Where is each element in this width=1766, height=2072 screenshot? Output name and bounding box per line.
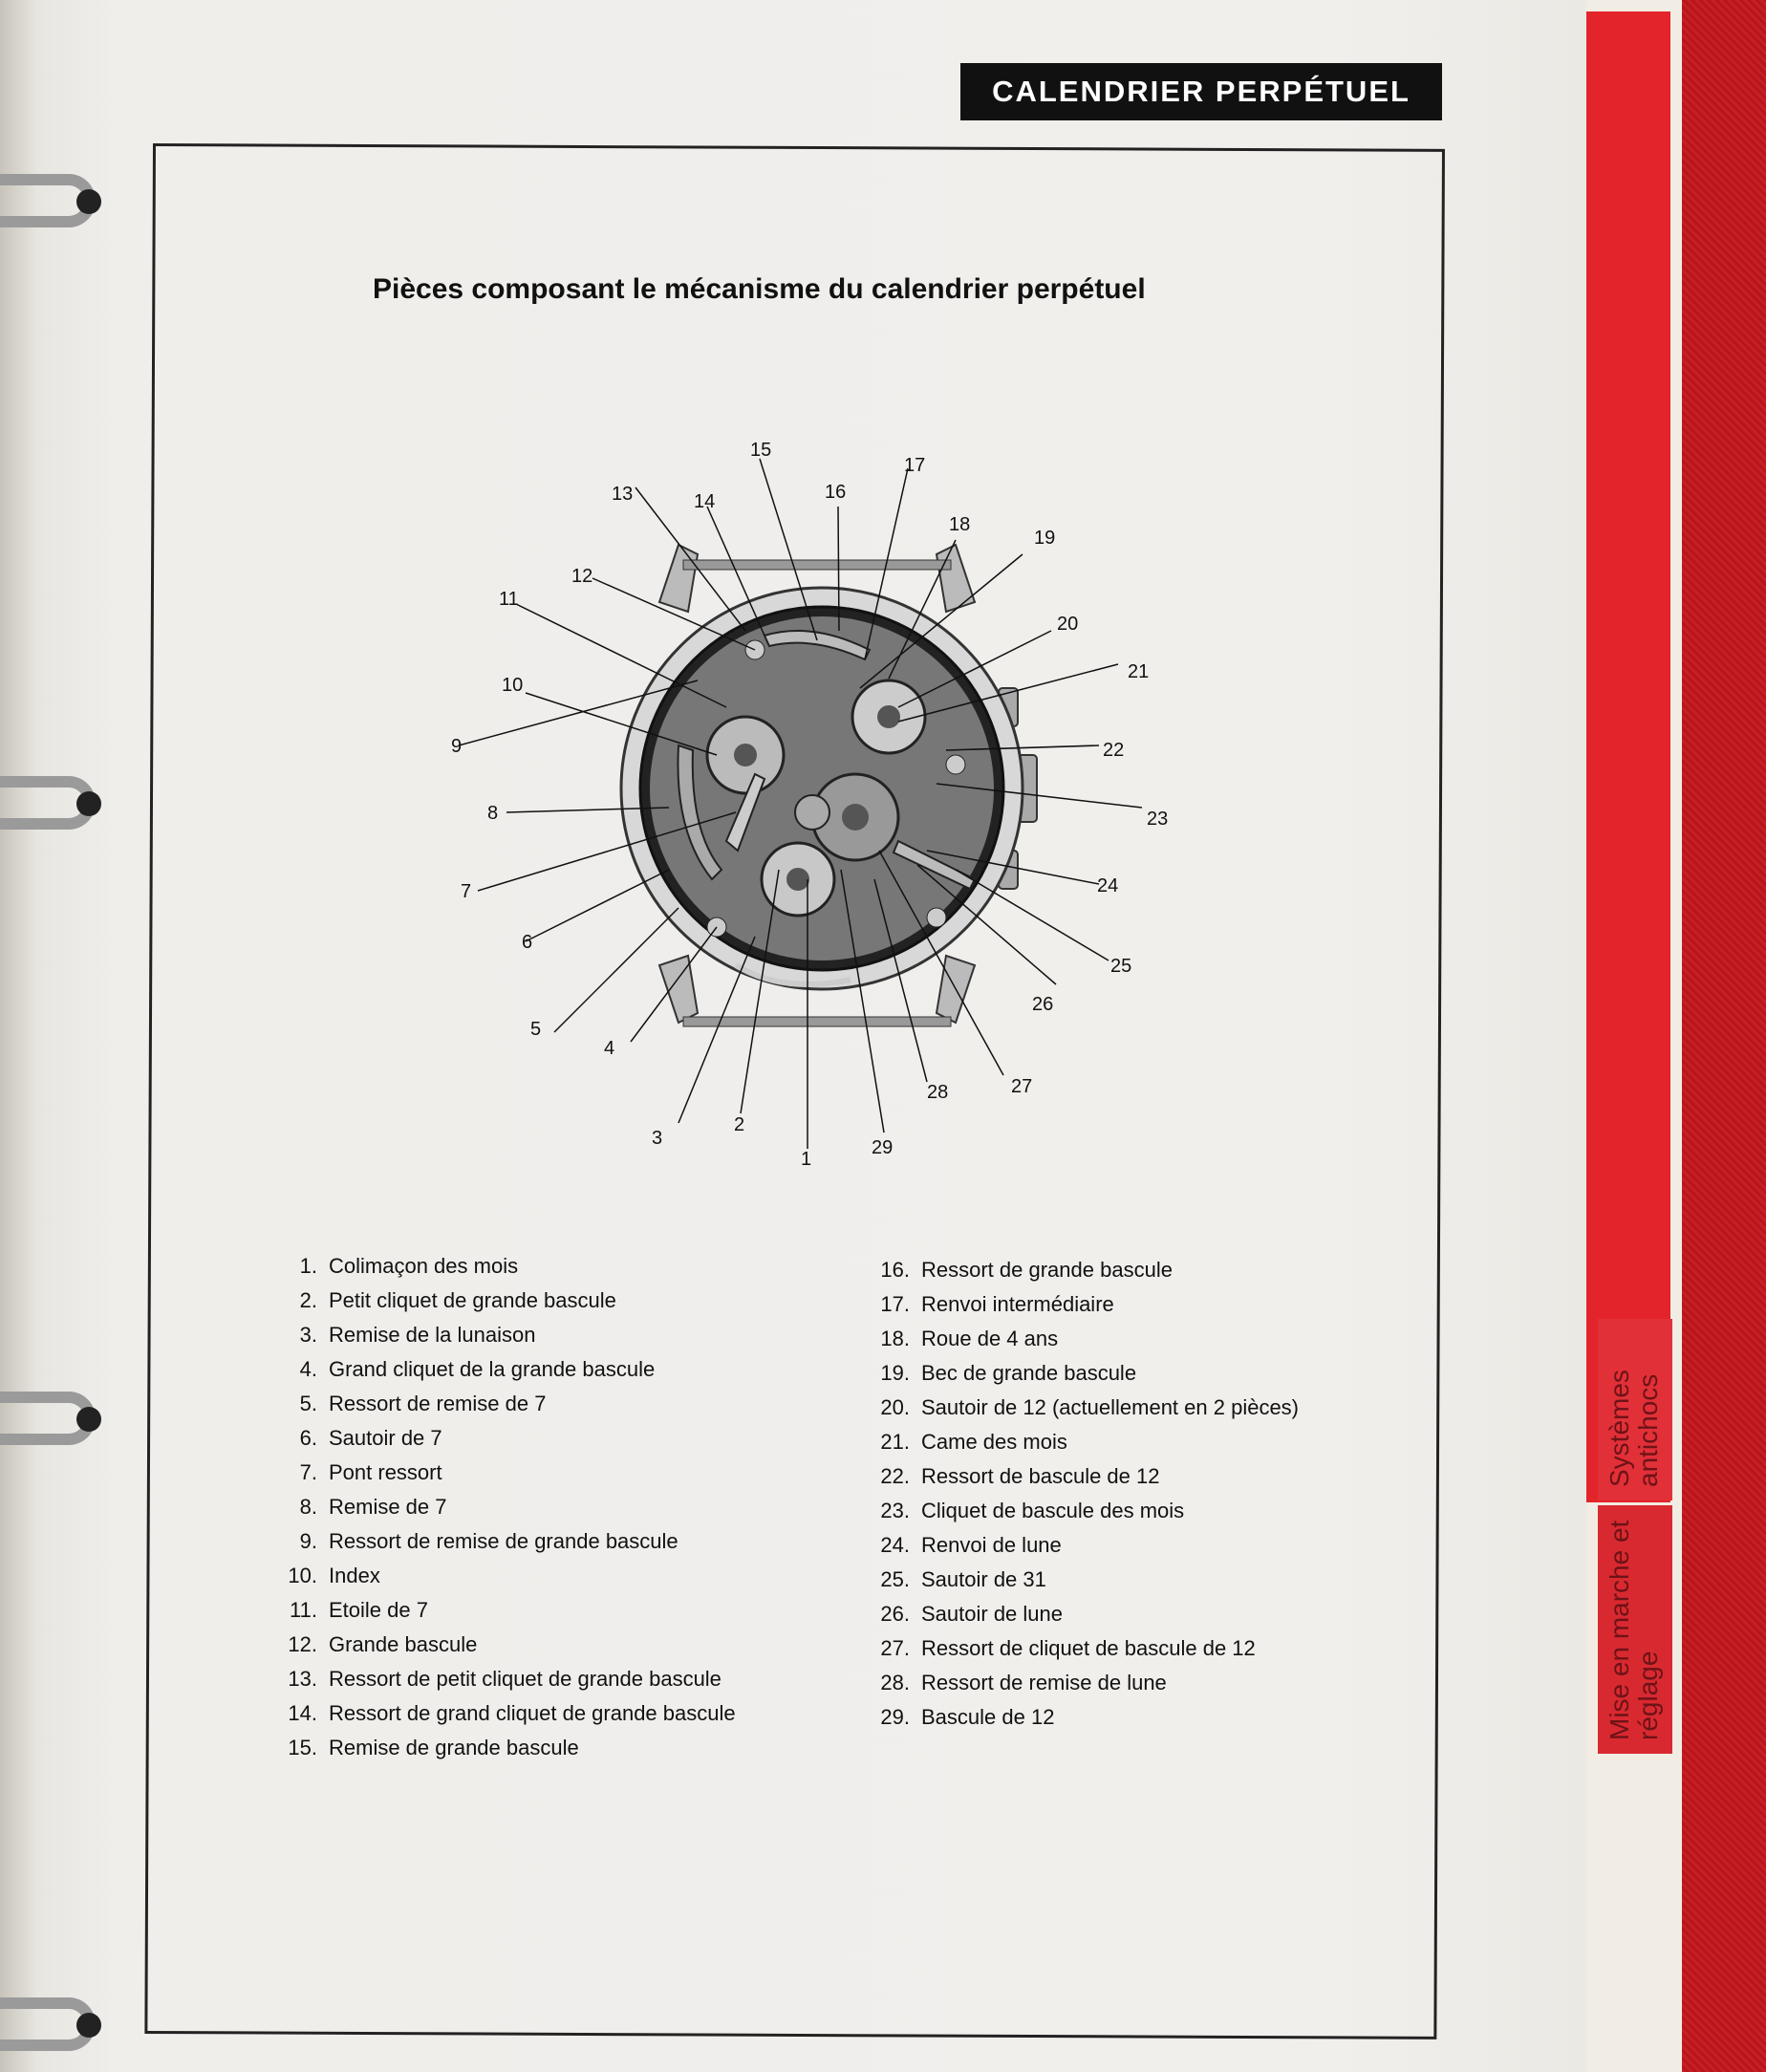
list-item: 3. Remise de la lunaison	[299, 1323, 536, 1347]
callout-1: 1	[801, 1149, 812, 1170]
list-item: 16. Ressort de grande bascule	[880, 1258, 1173, 1282]
binder-ring	[0, 776, 96, 830]
callout-2: 2	[734, 1114, 745, 1135]
list-item: 7. Pont ressort	[299, 1460, 442, 1484]
callout-6: 6	[522, 932, 533, 953]
list-item: 4. Grand cliquet de la grande bascule	[299, 1357, 656, 1381]
callout-15: 15	[750, 440, 772, 461]
list-item: 20. Sautoir de 12 (actuellement en 2 pièces)	[880, 1395, 1300, 1419]
callout-8: 8	[487, 803, 499, 824]
callout-9: 9	[451, 736, 463, 757]
list-item: 19. Bec de grande bascule	[880, 1361, 1137, 1385]
callout-24: 24	[1097, 875, 1119, 896]
list-item: 18. Roue de 4 ans	[880, 1327, 1059, 1350]
tab-mise-en-marche[interactable]: Mise en marche et réglage	[1598, 1505, 1672, 1754]
callout-13: 13	[612, 484, 634, 505]
callout-7: 7	[461, 881, 472, 902]
callout-14: 14	[694, 491, 716, 512]
watch-illustration	[440, 430, 1204, 1176]
watch-mechanism-diagram	[440, 430, 1204, 1176]
callout-17: 17	[904, 455, 926, 476]
binder-cover	[1682, 0, 1766, 2072]
list-item: 22. Ressort de bascule de 12	[880, 1464, 1160, 1488]
callout-25: 25	[1110, 956, 1132, 977]
list-item: 14. Ressort de grand cliquet de grande bascule	[288, 1701, 736, 1725]
list-item: 12. Grande bascule	[288, 1632, 478, 1656]
parts-list-left	[277, 1254, 736, 1770]
callout-26: 26	[1032, 994, 1054, 1015]
list-item: 10. Index	[288, 1564, 380, 1587]
callout-4: 4	[604, 1038, 615, 1059]
list-item: 23. Cliquet de bascule des mois	[880, 1499, 1185, 1522]
binder-ring	[0, 174, 96, 227]
callout-19: 19	[1034, 528, 1056, 549]
list-item: 17. Renvoi intermédiaire	[880, 1292, 1114, 1316]
list-item: 1. Colimaçon des mois	[299, 1254, 519, 1278]
callout-18: 18	[949, 514, 971, 535]
list-item: 5. Ressort de remise de 7	[299, 1392, 547, 1415]
list-item: 27. Ressort de cliquet de bascule de 12	[880, 1636, 1256, 1660]
callout-27: 27	[1011, 1076, 1033, 1097]
binder-ring	[0, 1392, 96, 1445]
list-item: 29. Bascule de 12	[880, 1705, 1055, 1729]
binder-ring	[0, 1997, 96, 2051]
list-item: 28. Ressort de remise de lune	[880, 1671, 1167, 1694]
callout-3: 3	[652, 1128, 663, 1149]
callout-22: 22	[1103, 740, 1125, 761]
list-item: 26. Sautoir de lune	[880, 1602, 1063, 1626]
page-title: Pièces composant le mécanisme du calendrier perpétuel	[373, 273, 1146, 305]
callout-29: 29	[872, 1137, 894, 1158]
callout-16: 16	[825, 482, 847, 503]
list-item: 24. Renvoi de lune	[880, 1533, 1062, 1557]
list-item: 6. Sautoir de 7	[299, 1426, 442, 1450]
list-item: 9. Ressort de remise de grande bascule	[299, 1529, 678, 1553]
callout-21: 21	[1128, 661, 1150, 682]
callout-10: 10	[502, 675, 524, 696]
callout-12: 12	[571, 566, 593, 587]
section-header-badge: CALENDRIER PERPÉTUEL	[960, 63, 1442, 120]
list-item: 21. Came des mois	[880, 1430, 1067, 1454]
list-item: 8. Remise de 7	[299, 1495, 447, 1519]
tab-systemes-antichocs[interactable]: Systèmes antichocs	[1598, 1319, 1672, 1500]
list-item: 11. Etoile de 7	[290, 1598, 428, 1622]
parts-list-right	[870, 1258, 1299, 1739]
callout-11: 11	[499, 589, 519, 610]
callout-5: 5	[530, 1019, 542, 1040]
callout-20: 20	[1057, 614, 1079, 635]
list-item: 25. Sautoir de 31	[880, 1567, 1046, 1591]
list-item: 2. Petit cliquet de grande bascule	[299, 1288, 616, 1312]
list-item: 13. Ressort de petit cliquet de grande bascule	[288, 1667, 721, 1691]
callout-23: 23	[1147, 809, 1169, 830]
list-item: 15. Remise de grande bascule	[288, 1736, 579, 1759]
section-divider-strip	[1579, 11, 1670, 1502]
callout-28: 28	[927, 1082, 949, 1103]
